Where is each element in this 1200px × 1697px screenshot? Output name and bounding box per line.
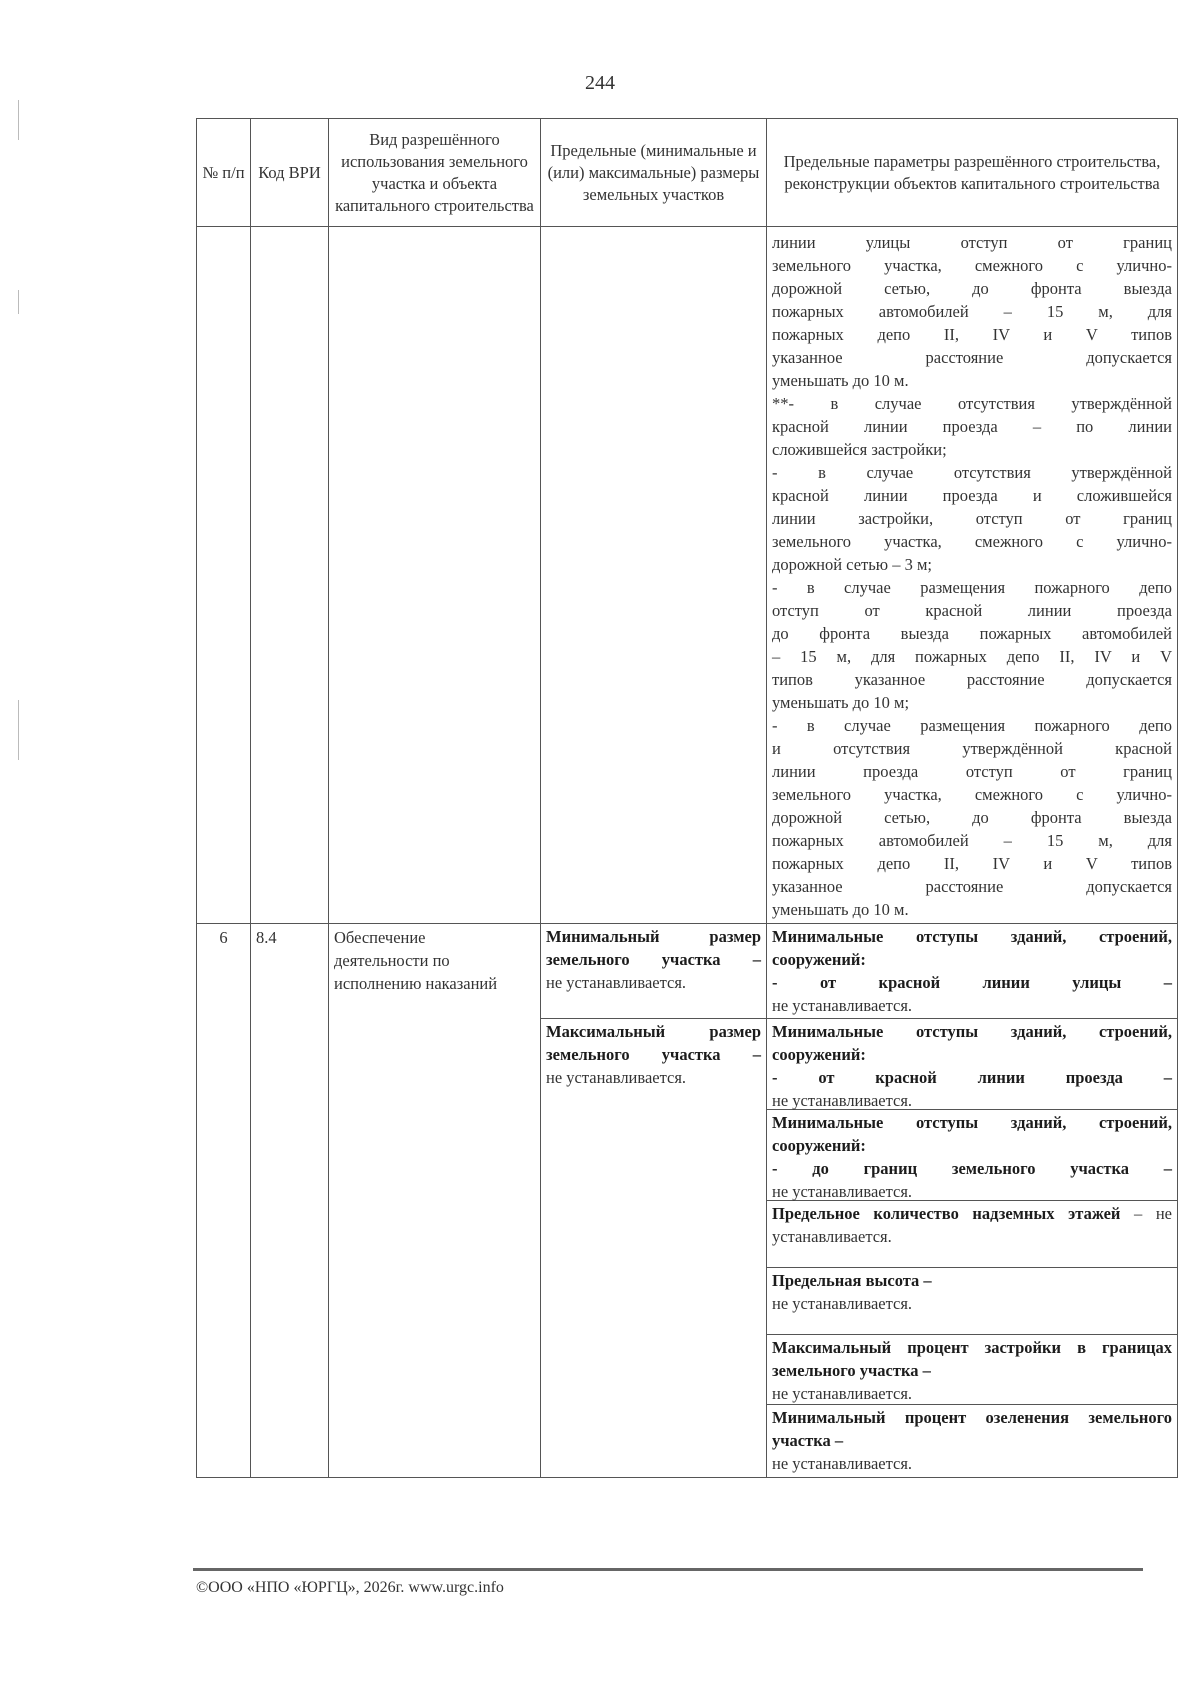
header-sizes: Предельные (минимальные и (или) максимальные) размеры земельных участков — [541, 119, 767, 227]
text-line: типов указанное расстояние допускается — [772, 670, 1172, 689]
param-block — [767, 1110, 1177, 1201]
footer-divider — [193, 1568, 1143, 1571]
text-line: **- в случае отсутствия утверждённой — [772, 394, 1172, 413]
header-type: Вид разрешённого использования земельного участка и объекта капитального строительства — [329, 119, 541, 227]
cell-empty — [541, 227, 767, 924]
text-line: отступ от красной линии проезда — [772, 601, 1172, 620]
param-title: Минимальные отступы зданий, строений, сооружений: — [772, 1022, 1172, 1064]
text-line: - в случае размещения пожарного депо — [772, 716, 1172, 735]
text-line: красной линии проезда и сложившейся — [772, 486, 1172, 505]
header-params: Предельные параметры разрешённого строительства, реконструкции объектов капитального строительства — [767, 119, 1178, 227]
continuation-text — [767, 227, 1178, 924]
min-size-title: Минимальный размер земельного участка – — [546, 927, 761, 969]
header-code: Код ВРИ — [251, 119, 329, 227]
cell-empty — [329, 227, 541, 924]
text-line: земельного участка, смежного с улично- — [772, 785, 1172, 804]
param-value: – не устанавливается. — [772, 1204, 1172, 1246]
param-value: не устанавливается. — [772, 1384, 913, 1403]
text-line: уменьшать до 10 м. — [772, 371, 909, 390]
scan-mark — [18, 100, 19, 140]
row-params — [767, 924, 1178, 1478]
text-line: дорожной сетью, до фронта выезда — [772, 279, 1172, 298]
param-value: не устанавливается. — [772, 1454, 913, 1473]
max-size-value: не устанавливается. — [546, 1068, 687, 1087]
table-header-row — [197, 119, 1178, 227]
text-line: уменьшать до 10 м; — [772, 693, 910, 712]
text-line: линии проезда отступ от границ — [772, 762, 1172, 781]
scan-mark — [18, 700, 19, 760]
header-num: № п/п — [197, 119, 251, 227]
row-code: 8.4 — [251, 924, 329, 1478]
param-value: не устанавливается. — [772, 1091, 913, 1110]
text-line: указанное расстояние допускается — [772, 877, 1172, 896]
param-title: Максимальный процент застройки в границах земельного участка – — [772, 1338, 1172, 1380]
param-detail: - от красной линии улицы – — [772, 973, 1172, 992]
text-line: – 15 м, для пожарных депо II, IV и V — [772, 647, 1172, 666]
text-line: - в случае размещения пожарного депо — [772, 578, 1172, 597]
text-line: пожарных депо II, IV и V типов — [772, 325, 1172, 344]
row-number: 6 — [197, 924, 251, 1478]
param-detail: - от красной линии проезда – — [772, 1068, 1172, 1087]
param-block — [767, 1019, 1177, 1110]
page-number: 244 — [585, 72, 615, 94]
text-line: указанное расстояние допускается — [772, 348, 1172, 367]
scan-mark — [18, 290, 19, 314]
text-line: линии застройки, отступ от границ — [772, 509, 1172, 528]
text-line: пожарных депо II, IV и V типов — [772, 854, 1172, 873]
param-value: не устанавливается. — [772, 1294, 913, 1313]
cell-empty — [197, 227, 251, 924]
param-block — [767, 924, 1177, 1019]
param-title: Предельная высота – — [772, 1271, 932, 1290]
text-line: до фронта выезда пожарных автомобилей — [772, 624, 1172, 643]
param-title: Минимальные отступы зданий, строений, сооружений: — [772, 927, 1172, 969]
param-title: Минимальные отступы зданий, строений, сооружений: — [772, 1113, 1172, 1155]
regulations-table — [196, 118, 1178, 1478]
table-row-6 — [197, 924, 1178, 1478]
text-line: пожарных автомобилей – 15 м, для — [772, 302, 1172, 321]
text-line: сложившейся застройки; — [772, 440, 947, 459]
param-title: Предельное количество надземных этажей — [772, 1204, 1121, 1223]
footer-copyright: ©ООО «НПО «ЮРГЦ», 2026г. www.urgc.info — [196, 1579, 504, 1596]
param-value: не устанавливается. — [772, 1182, 913, 1201]
param-block — [767, 1268, 1177, 1335]
text-line: уменьшать до 10 м. — [772, 900, 909, 919]
table-row-continuation — [197, 227, 1178, 924]
row-sizes — [541, 924, 767, 1478]
param-block — [767, 1335, 1177, 1405]
text-line: и отсутствия утверждённой красной — [772, 739, 1172, 758]
text-line: пожарных автомобилей – 15 м, для — [772, 831, 1172, 850]
param-title: Минимальный процент озеленения земельного участка – — [772, 1408, 1172, 1450]
max-size-block — [541, 1019, 766, 1091]
param-block — [767, 1201, 1177, 1268]
text-line: земельного участка, смежного с улично- — [772, 256, 1172, 275]
param-detail: - до границ земельного участка – — [772, 1159, 1172, 1178]
max-size-title: Максимальный размер земельного участка – — [546, 1022, 761, 1064]
text-line: красной линии проезда – по линии — [772, 417, 1172, 436]
text-line: земельного участка, смежного с улично- — [772, 532, 1172, 551]
text-line: линии улицы отступ от границ — [772, 233, 1172, 252]
text-line: - в случае отсутствия утверждённой — [772, 463, 1172, 482]
min-size-block — [541, 924, 766, 1019]
param-value: не устанавливается. — [772, 996, 913, 1015]
row-type: Обеспечение деятельности по исполнению наказаний — [329, 924, 541, 1478]
min-size-value: не устанавливается. — [546, 973, 687, 992]
param-block — [767, 1405, 1177, 1477]
text-line: дорожной сетью – 3 м; — [772, 555, 932, 574]
cell-empty — [251, 227, 329, 924]
text-line: дорожной сетью, до фронта выезда — [772, 808, 1172, 827]
